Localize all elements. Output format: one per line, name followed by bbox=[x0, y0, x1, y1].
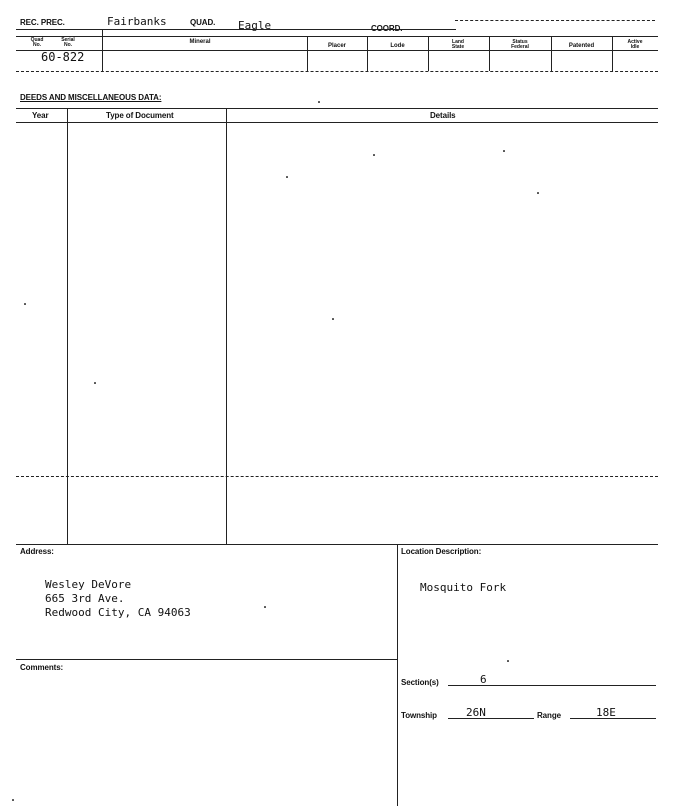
record-table-bottom-rule bbox=[16, 71, 658, 72]
coord-label: COORD. bbox=[371, 24, 403, 33]
speck bbox=[537, 192, 539, 194]
deeds-top-rule bbox=[16, 108, 658, 109]
speck bbox=[318, 101, 320, 103]
record-col-divider bbox=[428, 37, 429, 71]
deeds-section-label: DEEDS AND MISCELLANEOUS DATA: bbox=[20, 93, 162, 102]
deeds-bottom-rule bbox=[16, 544, 658, 545]
deeds-header-rule bbox=[16, 122, 658, 123]
rec-prec-label: REC. PREC. bbox=[20, 18, 65, 27]
address-city: Redwood City, CA 94063 bbox=[45, 606, 191, 619]
lode-label: Lode bbox=[390, 43, 405, 49]
speck bbox=[286, 176, 288, 178]
patented-label: Patented bbox=[568, 43, 595, 49]
quad-value: Eagle bbox=[238, 19, 272, 32]
status-federal-label: Status Federal bbox=[511, 39, 529, 50]
deeds-col-divider bbox=[67, 108, 68, 544]
location-description-value: Mosquito Fork bbox=[420, 581, 507, 594]
speck bbox=[503, 150, 505, 152]
header-rule bbox=[16, 29, 456, 30]
speck bbox=[264, 606, 266, 608]
quad-label: QUAD. bbox=[190, 18, 216, 27]
type-of-document-column-header: Type of Document bbox=[106, 111, 174, 120]
section-value: 6 bbox=[480, 673, 487, 686]
deeds-col-divider bbox=[226, 108, 227, 544]
speck bbox=[507, 660, 509, 662]
record-col-divider bbox=[489, 37, 490, 71]
placer-label: Placer bbox=[327, 43, 346, 49]
township-underline bbox=[448, 718, 534, 719]
quad-serial-value: 60-822 bbox=[41, 50, 85, 64]
township-label: Township bbox=[401, 711, 437, 720]
address-name: Wesley DeVore bbox=[45, 578, 132, 591]
record-table-top-rule bbox=[16, 36, 658, 37]
rec-prec-value: Fairbanks bbox=[107, 15, 167, 28]
speck bbox=[373, 154, 375, 156]
speck bbox=[12, 799, 14, 801]
serial-no-label: Serial No. bbox=[61, 37, 75, 48]
record-table-header-rule bbox=[16, 50, 658, 51]
speck bbox=[24, 303, 26, 305]
comments-label: Comments: bbox=[20, 663, 64, 672]
mineral-label: Mineral bbox=[189, 39, 211, 45]
bottom-col-divider bbox=[397, 544, 398, 806]
active-idle-label: Active Idle bbox=[627, 39, 643, 50]
section-label: Section(s) bbox=[401, 678, 439, 687]
range-label: Range bbox=[537, 711, 561, 720]
speck bbox=[332, 318, 334, 320]
details-column-header: Details bbox=[430, 111, 456, 120]
deeds-dashed-rule bbox=[16, 476, 658, 477]
range-value: 18E bbox=[596, 706, 616, 719]
header-rule-dashed bbox=[455, 20, 655, 21]
record-col-divider bbox=[612, 37, 613, 71]
speck bbox=[94, 382, 96, 384]
address-street: 665 3rd Ave. bbox=[45, 592, 125, 605]
land-state-label: Land State bbox=[451, 39, 465, 50]
township-value: 26N bbox=[466, 706, 486, 719]
quad-no-label: Quad No. bbox=[30, 37, 44, 48]
location-description-label: Location Description: bbox=[401, 547, 482, 556]
year-column-header: Year bbox=[32, 111, 49, 120]
address-label: Address: bbox=[20, 547, 54, 556]
comments-top-rule bbox=[16, 659, 397, 660]
record-col-divider bbox=[102, 30, 103, 71]
